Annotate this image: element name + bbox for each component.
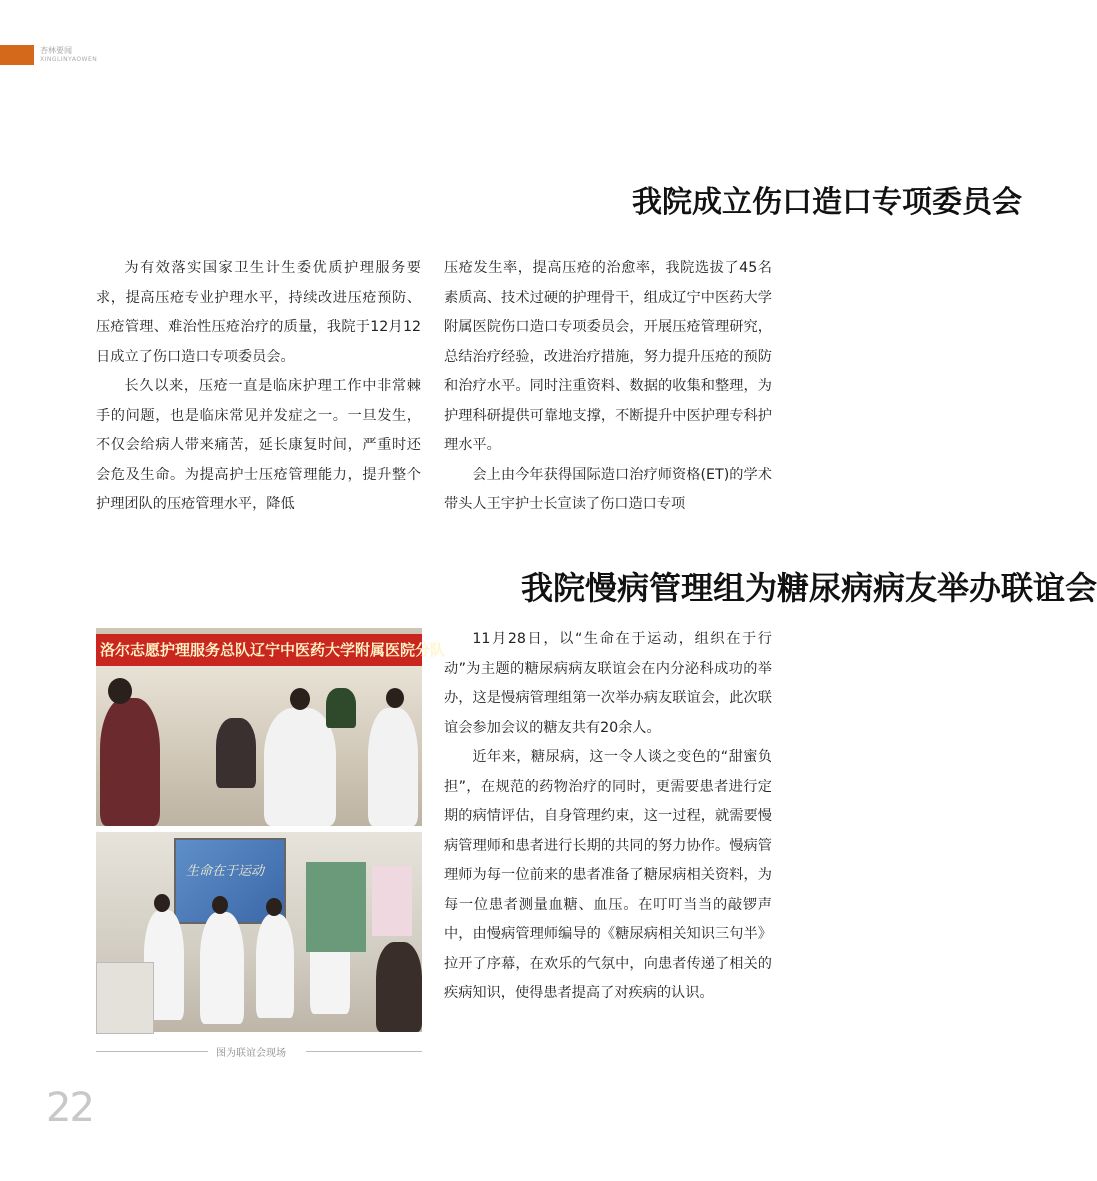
caption-rule-right xyxy=(306,1051,422,1052)
article2-paragraph: 近年来，糖尿病，这一令人谈之变色的“甜蜜负担”，在规范的药物治疗的同时，更需要患者进行定期的病情评估，自身管理约束，这一过程，就需要慢病管理师和患者进行长期的共同的努力协作。慢病管理师为每一位前来的患者准备了糖尿病相关资料，为每一位患者测量血糖、血压。在叮叮当当的敲锣声中，由慢病管理师编导的《糖尿病相关知识三句半》拉开了序幕，在欢乐的气氛中，向患者传递了相关的疾病知识，使得患者提高了对疾病的认识。 xyxy=(444,749,772,1001)
photo-caption: 图为联谊会现场 xyxy=(216,1048,286,1059)
section-title: 杏林要闻 xyxy=(40,46,72,55)
article2-body xyxy=(444,625,772,1009)
caption-rule-left xyxy=(96,1051,208,1052)
photo-banner: 洛尔志愿护理服务总队辽宁中医药大学附属医院分队 xyxy=(96,634,422,666)
section-title-pinyin: XINGLINYAOWEN xyxy=(40,56,98,63)
article2-paragraph: 11月28日，以“生命在于运动，组织在于行动”为主题的糖尿病病友联谊会在内分泌科成功的举办，这是慢病管理组第一次举办病友联谊会，此次联谊会参加会议的糖友共有20余人。 xyxy=(444,631,772,736)
article1-paragraph: 为有效落实国家卫生计生委优质护理服务要求，提高压疮专业护理水平，持续改进压疮预防、压疮管理、难治性压疮治疗的质量，我院于12月12日成立了伤口造口专项委员会。 xyxy=(96,260,421,365)
article1-headline: 我院成立伤口造口专项委员会 xyxy=(632,185,1022,220)
article2-headline: 我院慢病管理组为糖尿病病友举办联谊会 xyxy=(521,569,1097,607)
page-number: 22 xyxy=(46,1085,93,1131)
article1-paragraph: 压疮发生率，提高压疮的治愈率，我院选拔了45名素质高、技术过硬的护理骨干，组成辽宁中医药大学附属医院伤口造口专项委员会，开展压疮管理研究，总结治疗经验，改进治疗措施，努力提升压疮的预防和治疗水平。同时注重资料、数据的收集和整理，为护理科研提供可靠地支撑，不断提升中医护理专科护理水平。 xyxy=(444,260,772,453)
article1-paragraph: 会上由今年获得国际造口治疗师资格(ET)的学术带头人王宇护士长宣读了伤口造口专项 xyxy=(444,466,772,512)
article1-paragraph: 长久以来，压疮一直是临床护理工作中非常棘手的问题，也是临床常见并发症之一。一旦发生，不仅会给病人带来痛苦，延长康复时间，严重时还会危及生命。为提高护士压疮管理能力，提升整个护理团队的压疮管理水平，降低 xyxy=(96,378,421,512)
event-photo-meeting xyxy=(96,832,422,1032)
screen-text: 生命在于运动 xyxy=(186,864,265,879)
article1-column-1 xyxy=(96,254,421,520)
section-tab xyxy=(0,45,34,65)
article1-column-2 xyxy=(444,254,772,520)
event-photo-performance xyxy=(96,628,446,826)
